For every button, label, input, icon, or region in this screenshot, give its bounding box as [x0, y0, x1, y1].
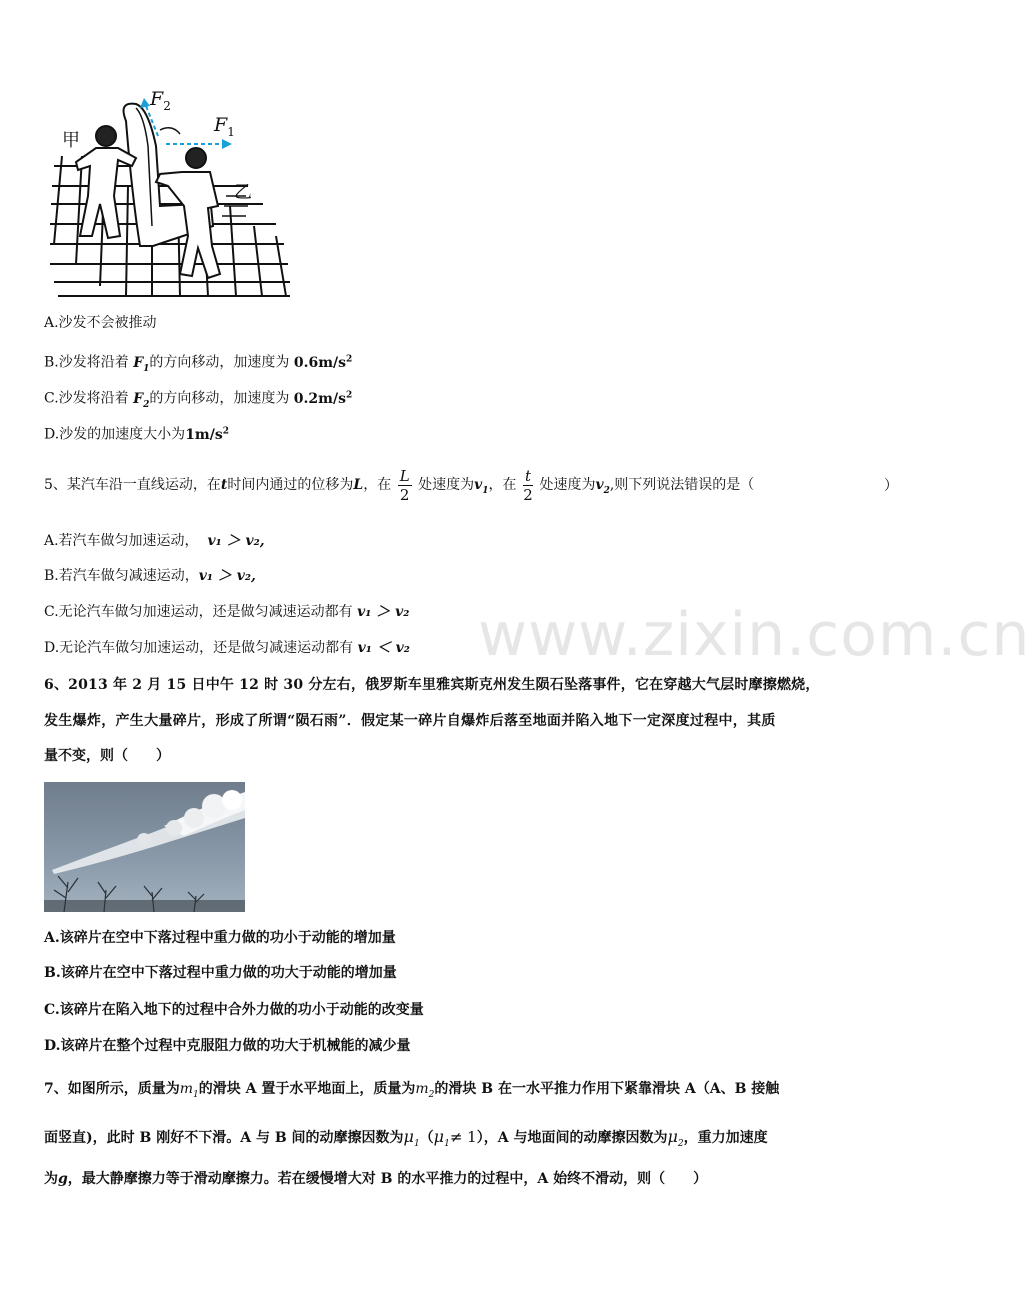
- q5-d-relation: v₁ ＜ v₂: [357, 640, 410, 656]
- q5-a-relation: v₁ ＞ v₂,: [207, 533, 265, 549]
- q4-b-suffix: 的方向移动，加速度为: [149, 354, 290, 371]
- q5-var-v2: [595, 477, 610, 496]
- q5-stem-close-paren: ）: [884, 478, 898, 494]
- q7-l3-part-b: ，最大静摩擦力等于滑动摩擦力。若在缓慢增大对 B 的水平推力的过程中，A 始终不滑动，则（ ）: [67, 1171, 708, 1187]
- q4-d-value-text: 1m/s: [185, 426, 223, 443]
- q7-neq-one: ≠ 1: [449, 1128, 477, 1146]
- q7-stem-line1: [44, 1079, 779, 1105]
- q7-var-mu2: [667, 1127, 684, 1150]
- q5-option-c: [44, 602, 409, 622]
- q4-option-b: [44, 349, 352, 378]
- q5-var-v1: [474, 477, 489, 496]
- q5-stem: [44, 464, 754, 512]
- meteor-photo: [44, 782, 245, 912]
- q5-stem-part1: 5、某汽车沿一直线运动，在: [44, 477, 221, 493]
- q4-b-prefix: B.沙发将沿着: [44, 354, 129, 371]
- q4-c-suffix: 的方向移动，加速度为: [149, 390, 290, 407]
- q7-l2-part-a: 面竖直)，此时 B 刚好不下滑。A 与 B 间的动摩擦因数为: [44, 1130, 404, 1146]
- q7-mu1-sub: 1: [413, 1139, 420, 1150]
- q4-c-value-text: 0.2m/s: [293, 390, 346, 407]
- q7-var-g: g: [58, 1171, 68, 1187]
- q4-c-force: [133, 390, 150, 410]
- q4-c-prefix: C.沙发将沿着: [44, 390, 129, 407]
- q7-var-mu1-cond: [433, 1127, 450, 1150]
- q7-var-m2: [415, 1081, 435, 1100]
- q7-m1-letter: m: [179, 1081, 194, 1097]
- q7-m1-sub: 1: [193, 1089, 199, 1100]
- q7-mu2-letter: μ: [667, 1127, 678, 1146]
- q7-l1-part-c: 的滑块 B 在一水平推力作用下紧靠滑块 A（A、B 接触: [434, 1081, 780, 1097]
- meteor-trail-image: [44, 782, 245, 912]
- q7-m2-letter: m: [415, 1081, 429, 1097]
- label-f2-letter: F: [150, 88, 164, 110]
- q6-option-d: D.该碎片在整个过程中克服阻力做的功大于机械能的减少量: [44, 1038, 411, 1054]
- q5-var-t: t: [220, 477, 228, 493]
- q5-b-text: B.若汽车做匀减速运动，: [44, 568, 199, 584]
- q7-l3-part-a: 为: [44, 1171, 58, 1187]
- q5-fraction-t-over-2: [523, 467, 533, 504]
- label-f1: [214, 114, 235, 139]
- label-f2-sub: 2: [163, 98, 171, 113]
- q5-c-text: C.无论汽车做匀加速运动，还是做匀减速运动都有: [44, 604, 353, 620]
- q7-var-mu1: [403, 1127, 420, 1150]
- q4-option-d: [44, 421, 229, 445]
- q5-stem-part5: ，在: [488, 477, 517, 493]
- sofa-figure: [48, 86, 298, 301]
- q4-b-value: [294, 355, 352, 371]
- q4-d-value-sup: 2: [222, 426, 230, 436]
- label-f1-letter: F: [214, 114, 228, 136]
- q5-v1-sub: 1: [482, 485, 489, 496]
- q6-option-a: A.该碎片在空中下落过程中重力做的功小于动能的增加量: [44, 930, 396, 946]
- q4-b-force-sub: 1: [143, 363, 150, 374]
- q4-c-force-letter: F: [133, 390, 144, 407]
- label-f1-sub: 1: [227, 124, 235, 139]
- q5-var-L: L: [353, 477, 364, 493]
- q4-b-value-sup: 2: [346, 354, 353, 364]
- q7-mu1-letter: μ: [403, 1127, 414, 1146]
- q5-stem-part3: ，在: [363, 477, 392, 493]
- q5-option-b: [44, 566, 256, 586]
- q6-stem-line2: 发生爆炸，产生大量碎片，形成了所谓“陨石雨”．假定某一碎片自爆炸后落至地面并陷入地下一定深度过程中，其质: [44, 713, 776, 729]
- q5-frac1-num: L: [399, 466, 410, 485]
- q7-mu1b-sub: 1: [444, 1139, 450, 1150]
- q5-b-relation: v₁ ＞ v₂,: [198, 568, 256, 584]
- q7-mu1b-letter: μ: [433, 1127, 445, 1146]
- q5-c-relation: v₁ ＞ v₂: [357, 604, 410, 620]
- q5-frac1-den: 2: [399, 485, 410, 504]
- q7-l2-open-paren: （: [419, 1130, 434, 1146]
- q4-b-value-text: 0.6m/s: [293, 354, 347, 371]
- q7-l1-part-a: 7、如图所示，质量为: [44, 1081, 180, 1097]
- q5-stem-part6: 处速度为: [539, 477, 596, 493]
- q7-mu2-sub: 2: [677, 1139, 684, 1150]
- label-f2: [150, 88, 171, 113]
- q5-v2-sub: 2: [603, 485, 610, 496]
- sofa-illustration: [48, 86, 298, 301]
- q4-d-prefix: D.沙发的加速度大小为: [44, 426, 186, 443]
- q4-c-value-sup: 2: [345, 390, 353, 400]
- q5-frac2-num: t: [524, 466, 531, 485]
- q5-stem-part4: 处速度为: [418, 477, 475, 493]
- q6-option-b: B.该碎片在空中下落过程中重力做的功大于动能的增加量: [44, 965, 397, 981]
- q5-option-d: [44, 638, 410, 658]
- q7-stem-line2: [44, 1127, 768, 1154]
- label-yi: 乙: [234, 182, 252, 203]
- q7-l2-part-c: ，重力加速度: [683, 1130, 768, 1146]
- q5-stem-part7: ,则下列说法错误的是（: [609, 477, 755, 493]
- q7-l1-part-b: 的滑块 A 置于水平地面上，质量为: [198, 1081, 416, 1097]
- q4-option-c: [44, 385, 352, 414]
- q7-l2-part-b: ），A 与地面间的动摩擦因数为: [476, 1130, 668, 1146]
- q4-b-force: [133, 354, 150, 374]
- q4-d-value: [185, 427, 229, 443]
- watermark-text: www.zixin.com.cn: [478, 600, 1030, 670]
- q5-d-text: D.无论汽车做匀加速运动，还是做匀减速运动都有: [44, 640, 354, 656]
- q5-option-a: [44, 531, 265, 551]
- q6-stem-line1: 6、2013 年 2 月 15 日中午 12 时 30 分左右，俄罗斯车里雅宾斯克州发生陨石坠落事件，它在穿越大气层时摩擦燃烧，: [44, 677, 820, 693]
- label-jia: 甲: [62, 130, 80, 151]
- q4-b-force-letter: F: [133, 354, 144, 371]
- q6-option-c: C.该碎片在陷入地下的过程中合外力做的功小于动能的改变量: [44, 1002, 424, 1018]
- q5-v2-letter: v: [595, 477, 604, 493]
- q5-stem-part2: 时间内通过的位移为: [227, 477, 354, 493]
- q7-stem-line3: [44, 1169, 707, 1189]
- q5-v1-letter: v: [474, 477, 483, 493]
- q5-frac2-den: 2: [523, 485, 533, 504]
- q4-c-value: [294, 391, 352, 407]
- q4-c-force-sub: 2: [143, 399, 150, 410]
- q7-m2-sub: 2: [428, 1089, 435, 1100]
- q4-option-a: A.沙发不会被推动: [44, 315, 157, 331]
- q5-fraction-L-over-2: [398, 467, 412, 504]
- q6-stem-line3: 量不变，则（ ）: [44, 748, 170, 764]
- q5-a-text: A.若汽车做匀加速运动，: [44, 533, 199, 549]
- q7-var-m1: [179, 1081, 199, 1100]
